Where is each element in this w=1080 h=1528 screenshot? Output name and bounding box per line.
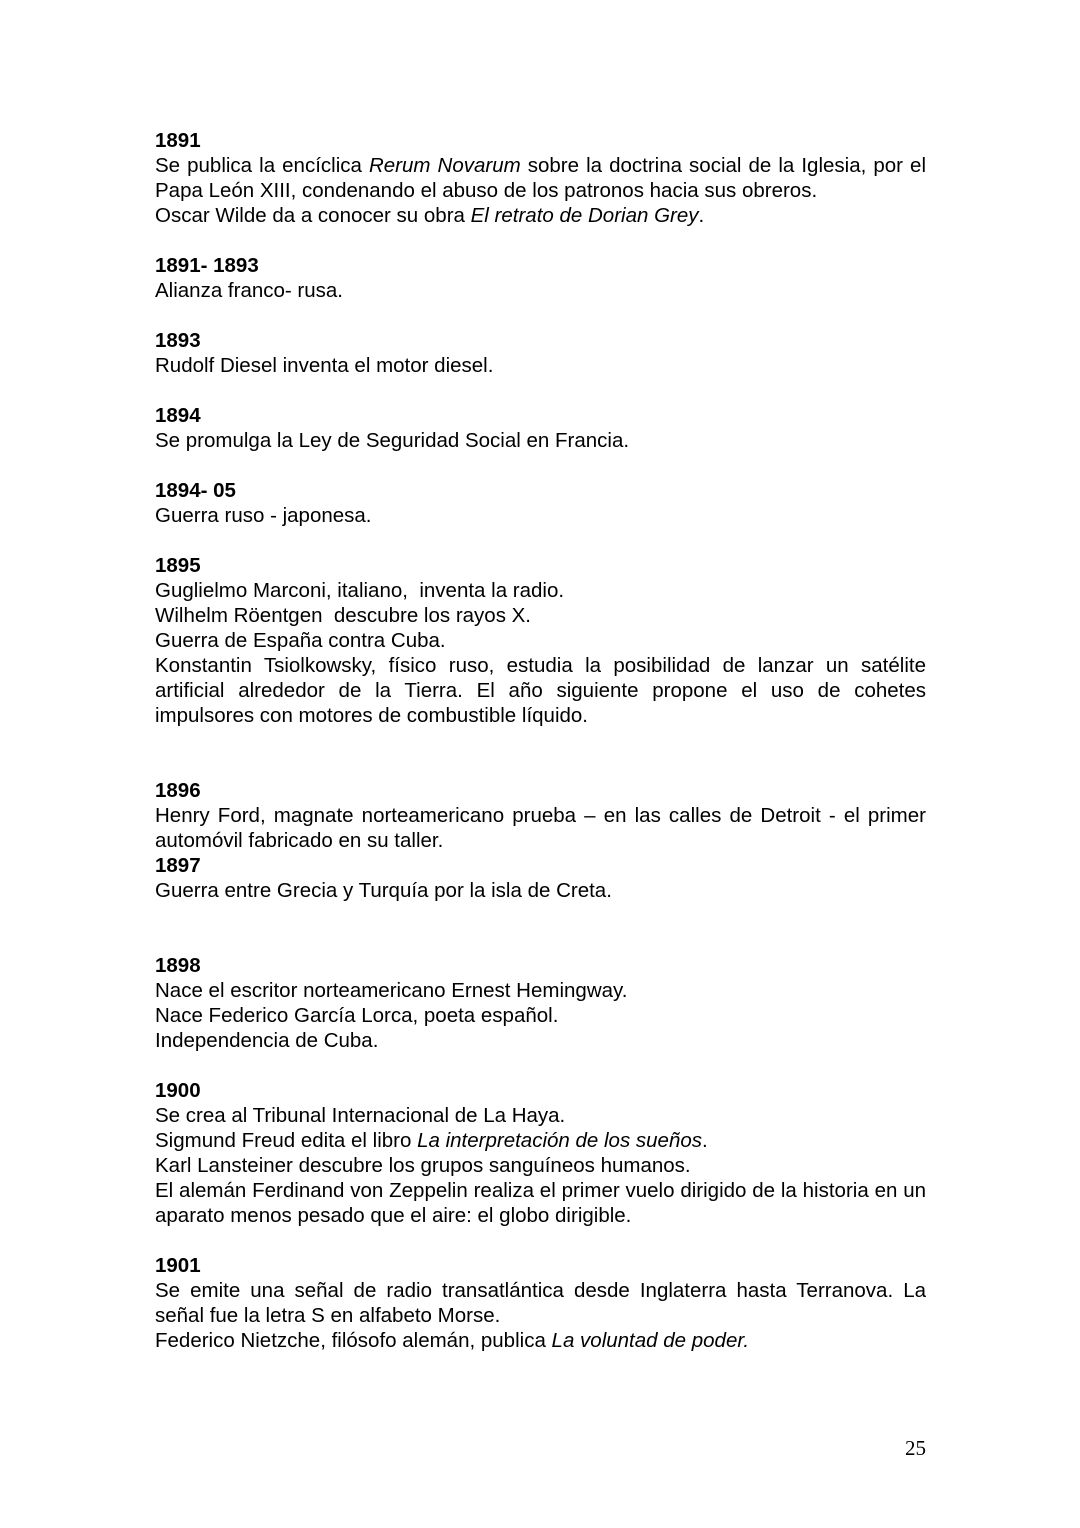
entry-year: 1900 bbox=[155, 1079, 201, 1102]
entry-year: 1894 bbox=[155, 404, 201, 427]
entry-year: 1896 bbox=[155, 779, 201, 802]
timeline-entry-1901 bbox=[155, 1253, 926, 1353]
timeline-entry-1891 bbox=[155, 128, 926, 228]
entry-year: 1893 bbox=[155, 329, 201, 352]
timeline-entry-1893 bbox=[155, 328, 926, 378]
entry-year: 1894- 05 bbox=[155, 479, 236, 502]
entry-text: Guerra entre Grecia y Turquía por la isla de Creta. bbox=[155, 879, 612, 902]
entry-text: Wilhelm Röentgen descubre los rayos X. bbox=[155, 604, 532, 627]
entry-text: Guerra de España contra Cuba. bbox=[155, 629, 446, 652]
entry-text: Independencia de Cuba. bbox=[155, 1029, 379, 1052]
entry-text: Se emite una señal de radio transatlántica desde Inglaterra hasta Terranova. La señal fue la letra S en alfabeto Morse. bbox=[155, 1279, 926, 1327]
work-title: La interpretación de los sueños bbox=[417, 1129, 703, 1152]
work-title: Rerum Novarum bbox=[368, 154, 521, 177]
entry-text: Konstantin Tsiolkowsky, físico ruso, estudia la posibilidad de lanzar un satélite artificial alrededor de la Tierra. El año siguiente propone el uso de cohetes impulsores con motores de combustible líquido. bbox=[155, 654, 926, 727]
entry-year: 1901 bbox=[155, 1254, 201, 1277]
timeline-entry-1897 bbox=[155, 853, 926, 903]
timeline-entry-1891-1893 bbox=[155, 253, 926, 303]
timeline-entry-1894-05 bbox=[155, 478, 926, 528]
entry-text: Guerra ruso - japonesa. bbox=[155, 504, 372, 527]
entry-text: Se publica la encíclica Rerum Novarum sobre la doctrina social de la Iglesia, por el Papa León XIII, condenando el abuso de los patronos hacia sus obreros. bbox=[155, 154, 926, 202]
entry-text: Federico Nietzche, filósofo alemán, publica La voluntad de poder. bbox=[155, 1329, 750, 1352]
timeline-entry-1894 bbox=[155, 403, 926, 453]
entry-year: 1895 bbox=[155, 554, 201, 577]
entry-text: Se promulga la Ley de Seguridad Social en Francia. bbox=[155, 429, 630, 452]
timeline-entry-1895 bbox=[155, 553, 926, 728]
entry-text: Rudolf Diesel inventa el motor diesel. bbox=[155, 354, 494, 377]
entry-text: El alemán Ferdinand von Zeppelin realiza el primer vuelo dirigido de la historia en un aparato menos pesado que el aire: el globo dirigible. bbox=[155, 1179, 926, 1227]
work-title: La voluntad de poder. bbox=[551, 1329, 750, 1352]
entry-text: Se crea al Tribunal Internacional de La Haya. bbox=[155, 1104, 566, 1127]
entry-year: 1897 bbox=[155, 854, 201, 877]
entry-year: 1898 bbox=[155, 954, 201, 977]
entry-text: Henry Ford, magnate norteamericano prueba – en las calles de Detroit - el primer automóvil fabricado en su taller. bbox=[155, 804, 926, 852]
work-title: El retrato de Dorian Grey bbox=[470, 204, 699, 227]
entry-year: 1891 bbox=[155, 129, 201, 152]
entry-year: 1891- 1893 bbox=[155, 254, 259, 277]
entry-text: Guglielmo Marconi, italiano, inventa la radio. bbox=[155, 579, 565, 602]
entry-text: Sigmund Freud edita el libro La interpretación de los sueños. bbox=[155, 1129, 708, 1152]
entry-text: Karl Lansteiner descubre los grupos sanguíneos humanos. bbox=[155, 1154, 691, 1177]
timeline-entry-1896 bbox=[155, 778, 926, 853]
timeline-entry-1898 bbox=[155, 953, 926, 1053]
entry-text: Alianza franco- rusa. bbox=[155, 279, 344, 302]
page-number: 25 bbox=[905, 1436, 926, 1460]
entry-text: Nace Federico García Lorca, poeta español. bbox=[155, 1004, 559, 1027]
entry-text: Oscar Wilde da a conocer su obra El retrato de Dorian Grey. bbox=[155, 204, 705, 227]
document-page bbox=[155, 128, 926, 1353]
entry-text: Nace el escritor norteamericano Ernest Hemingway. bbox=[155, 979, 628, 1002]
timeline-entry-1900 bbox=[155, 1078, 926, 1228]
